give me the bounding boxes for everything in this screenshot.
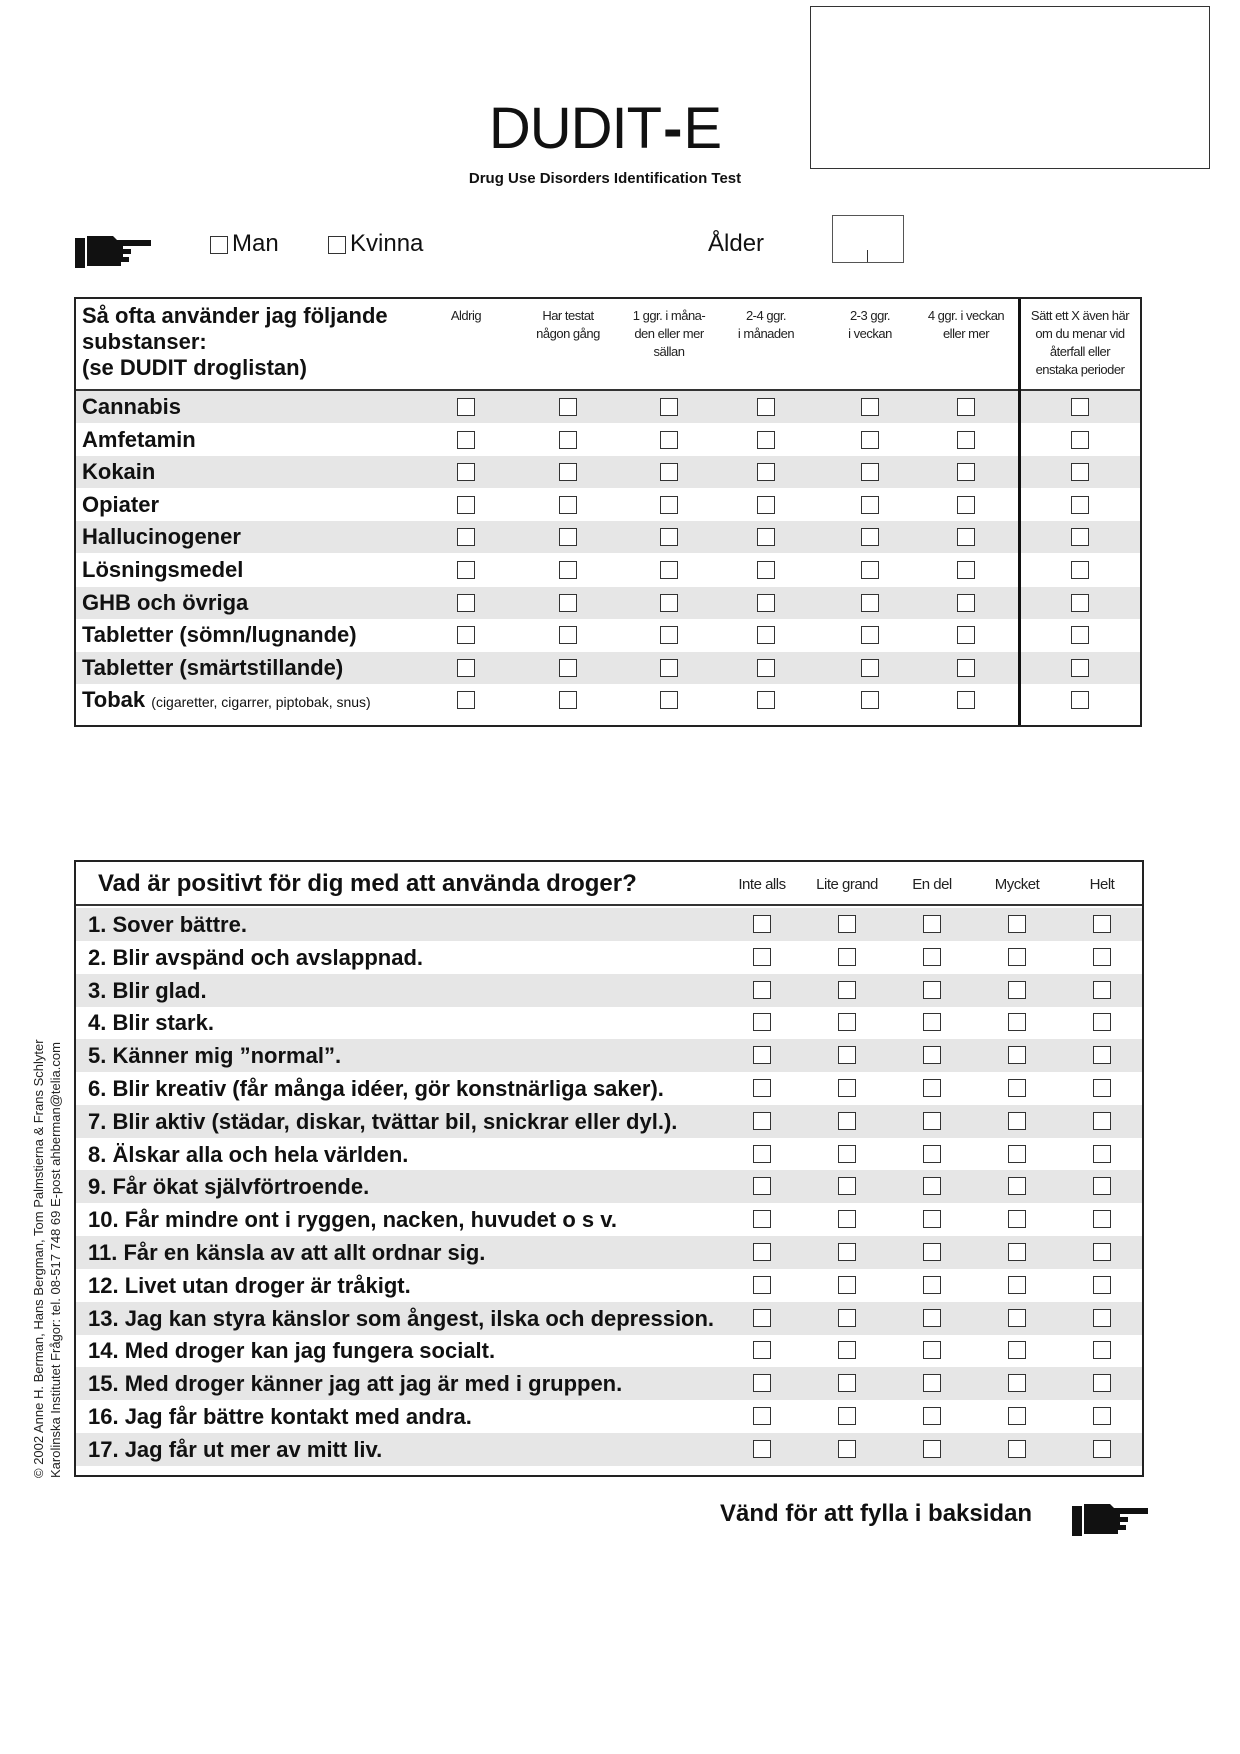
frequency-checkbox[interactable] (1071, 659, 1089, 677)
frequency-checkbox[interactable] (660, 561, 678, 579)
agreement-checkbox[interactable] (838, 1112, 856, 1130)
agreement-checkbox[interactable] (1093, 915, 1111, 933)
agreement-checkbox[interactable] (753, 1276, 771, 1294)
statement-row (76, 1400, 1142, 1433)
agreement-checkbox[interactable] (753, 1046, 771, 1064)
age-label: Ålder (708, 230, 765, 257)
agreement-checkbox[interactable] (1093, 948, 1111, 966)
statement-row (76, 1367, 1142, 1400)
turn-page-text: Vänd för att fylla i baksidan (720, 1500, 1033, 1527)
frequency-checkbox[interactable] (559, 659, 577, 677)
agreement-checkbox[interactable] (838, 981, 856, 999)
frequency-checkbox[interactable] (861, 496, 879, 514)
gender-woman-option[interactable] (328, 230, 423, 258)
frequency-checkbox[interactable] (457, 626, 475, 644)
statement-row (76, 1105, 1142, 1138)
agreement-checkbox[interactable] (838, 1309, 856, 1327)
agreement-checkbox[interactable] (753, 1210, 771, 1228)
frequency-checkbox[interactable] (559, 398, 577, 416)
agreement-checkbox[interactable] (1008, 1210, 1026, 1228)
agreement-checkbox[interactable] (1008, 1112, 1026, 1130)
agreement-checkbox[interactable] (1008, 948, 1026, 966)
frequency-checkbox[interactable] (757, 528, 775, 546)
substance-column-header: Aldrig (450, 308, 482, 323)
frequency-checkbox[interactable] (559, 431, 577, 449)
frequency-checkbox[interactable] (757, 496, 775, 514)
statement-label: 14. Med droger kan jag fungera socialt. (88, 1338, 496, 1364)
agreement-checkbox[interactable] (838, 1243, 856, 1261)
frequency-checkbox[interactable] (757, 398, 775, 416)
frequency-checkbox[interactable] (757, 626, 775, 644)
frequency-checkbox[interactable] (957, 561, 975, 579)
frequency-checkbox[interactable] (957, 431, 975, 449)
frequency-checkbox[interactable] (861, 528, 879, 546)
substance-label: Tabletter (smärtstillande) (82, 654, 344, 680)
pointing-hand-icon (1072, 1498, 1150, 1538)
agreement-checkbox[interactable] (1008, 915, 1026, 933)
agreement-checkbox[interactable] (923, 1407, 941, 1425)
page-title: DUDIT-E (488, 96, 722, 161)
frequency-checkbox[interactable] (559, 528, 577, 546)
frequency-checkbox[interactable] (757, 691, 775, 709)
frequency-checkbox[interactable] (660, 496, 678, 514)
substance-row (76, 391, 1140, 423)
agreement-checkbox[interactable] (1093, 1276, 1111, 1294)
frequency-checkbox[interactable] (957, 398, 975, 416)
agreement-checkbox[interactable] (838, 1440, 856, 1458)
agreement-checkbox[interactable] (923, 1341, 941, 1359)
frequency-checkbox[interactable] (861, 691, 879, 709)
substance-label: Tabletter (sömn/lugnande) (82, 622, 357, 648)
agreement-checkbox[interactable] (923, 1440, 941, 1458)
substance-row (76, 456, 1140, 488)
agreement-checkbox[interactable] (923, 1210, 941, 1228)
agreement-checkbox[interactable] (1008, 1046, 1026, 1064)
frequency-checkbox[interactable] (660, 528, 678, 546)
statement-label: 8. Älskar alla och hela världen. (88, 1141, 409, 1167)
substance-column-header: Sätt ett X även här om du menar vid återfall eller enstaka perioder (1030, 308, 1130, 377)
agreement-checkbox[interactable] (1008, 1341, 1026, 1359)
substance-frequency-table (74, 297, 1142, 727)
statement-row (76, 1170, 1142, 1203)
agreement-checkbox[interactable] (923, 1046, 941, 1064)
frequency-checkbox[interactable] (559, 496, 577, 514)
agreement-column-header: En del (912, 876, 952, 893)
frequency-checkbox[interactable] (660, 659, 678, 677)
frequency-checkbox[interactable] (957, 626, 975, 644)
frequency-checkbox[interactable] (457, 431, 475, 449)
frequency-checkbox[interactable] (1071, 431, 1089, 449)
agreement-checkbox[interactable] (923, 948, 941, 966)
frequency-checkbox[interactable] (861, 594, 879, 612)
substance-label: Hallucinogener (82, 524, 241, 550)
agreement-checkbox[interactable] (1008, 1440, 1026, 1458)
substance-label: GHB och övriga (82, 589, 249, 615)
agreement-checkbox[interactable] (753, 1112, 771, 1130)
agreement-checkbox[interactable] (753, 948, 771, 966)
frequency-checkbox[interactable] (1071, 528, 1089, 546)
frequency-checkbox[interactable] (1071, 496, 1089, 514)
frequency-checkbox[interactable] (957, 691, 975, 709)
agreement-checkbox[interactable] (1008, 1276, 1026, 1294)
agreement-checkbox[interactable] (838, 948, 856, 966)
statement-row (76, 1072, 1142, 1105)
agreement-checkbox[interactable] (923, 915, 941, 933)
agreement-checkbox[interactable] (838, 1177, 856, 1195)
agreement-checkbox[interactable] (1093, 1079, 1111, 1097)
frequency-checkbox[interactable] (457, 496, 475, 514)
frequency-checkbox[interactable] (660, 594, 678, 612)
frequency-checkbox[interactable] (757, 431, 775, 449)
substance-column-header: 2-4 ggr. i månaden (737, 308, 795, 341)
frequency-checkbox[interactable] (757, 659, 775, 677)
substance-table-question: Så ofta använder jag följande substanser: (se DUDIT droglistan) (82, 303, 388, 380)
statement-row (76, 1433, 1142, 1466)
agreement-checkbox[interactable] (753, 1309, 771, 1327)
gender-woman-checkbox[interactable] (328, 236, 346, 254)
frequency-checkbox[interactable] (660, 398, 678, 416)
agreement-checkbox[interactable] (923, 981, 941, 999)
statement-label: 15. Med droger känner jag att jag är med i gruppen. (88, 1371, 623, 1397)
frequency-checkbox[interactable] (757, 561, 775, 579)
gender-man-label: Man (232, 230, 279, 257)
statement-row (76, 1334, 1142, 1367)
frequency-checkbox[interactable] (957, 496, 975, 514)
agreement-checkbox[interactable] (1008, 1145, 1026, 1163)
statement-row (76, 1138, 1142, 1171)
frequency-checkbox[interactable] (1071, 691, 1089, 709)
frequency-checkbox[interactable] (861, 431, 879, 449)
agreement-checkbox[interactable] (1093, 1407, 1111, 1425)
agreement-checkbox[interactable] (1093, 1046, 1111, 1064)
frequency-checkbox[interactable] (1071, 626, 1089, 644)
frequency-checkbox[interactable] (861, 561, 879, 579)
substance-row (76, 554, 1140, 586)
agreement-checkbox[interactable] (1093, 1145, 1111, 1163)
agreement-checkbox[interactable] (1093, 1243, 1111, 1261)
agreement-column-header: Helt (1089, 876, 1115, 893)
statement-label: 3. Blir glad. (88, 977, 207, 1003)
agreement-checkbox[interactable] (753, 1145, 771, 1163)
agreement-checkbox[interactable] (838, 1013, 856, 1031)
agreement-checkbox[interactable] (753, 1341, 771, 1359)
frequency-checkbox[interactable] (957, 528, 975, 546)
statement-row (76, 908, 1142, 941)
agreement-checkbox[interactable] (838, 1145, 856, 1163)
agreement-checkbox[interactable] (1008, 1177, 1026, 1195)
frequency-checkbox[interactable] (1071, 561, 1089, 579)
frequency-checkbox[interactable] (957, 463, 975, 481)
agreement-checkbox[interactable] (753, 915, 771, 933)
frequency-checkbox[interactable] (559, 626, 577, 644)
agreement-checkbox[interactable] (838, 1210, 856, 1228)
positives-table-title: Vad är positivt för dig med att använda droger? (98, 870, 637, 897)
agreement-checkbox[interactable] (1093, 1341, 1111, 1359)
frequency-checkbox[interactable] (457, 463, 475, 481)
frequency-checkbox[interactable] (660, 626, 678, 644)
agreement-column-header: Lite grand (816, 876, 878, 893)
statement-label: 13. Jag kan styra känslor som ångest, ilska och depression. (88, 1305, 715, 1331)
agreement-checkbox[interactable] (753, 1440, 771, 1458)
frequency-checkbox[interactable] (559, 463, 577, 481)
substance-label: Kokain (82, 459, 156, 485)
page-subtitle: Drug Use Disorders Identification Test (468, 170, 742, 187)
agreement-checkbox[interactable] (923, 1079, 941, 1097)
frequency-checkbox[interactable] (957, 659, 975, 677)
frequency-checkbox[interactable] (660, 431, 678, 449)
statement-row (76, 1006, 1142, 1039)
copyright-text: © 2002 Anne H. Berman, Hans Bergman, Tom Palmstierna & Frans Schlyter Karolinska Institutet Frågor: tel. 08-517 748 69 E-post ahberman@telia.com (31, 1039, 63, 1478)
statement-row (76, 1302, 1142, 1335)
frequency-checkbox[interactable] (660, 691, 678, 709)
statement-label: 2. Blir avspänd och avslappnad. (88, 944, 423, 970)
frequency-checkbox[interactable] (457, 398, 475, 416)
agreement-checkbox[interactable] (838, 1079, 856, 1097)
substance-column-header: 4 ggr. i veckan eller mer (927, 308, 1005, 341)
table-divider (1018, 299, 1021, 725)
statement-row (76, 1203, 1142, 1236)
frequency-checkbox[interactable] (957, 594, 975, 612)
agreement-checkbox[interactable] (1008, 1079, 1026, 1097)
statement-label: 11. Får en känsla av att allt ordnar sig. (88, 1240, 486, 1265)
substance-label: Opiater (82, 491, 160, 517)
agreement-checkbox[interactable] (1008, 981, 1026, 999)
frequency-checkbox[interactable] (1071, 398, 1089, 416)
substance-label: Lösningsmedel (82, 557, 244, 582)
frequency-checkbox[interactable] (861, 398, 879, 416)
frequency-checkbox[interactable] (1071, 594, 1089, 612)
statement-label: 16. Jag får bättre kontakt med andra. (88, 1404, 472, 1429)
frequency-checkbox[interactable] (757, 463, 775, 481)
agreement-checkbox[interactable] (1093, 1210, 1111, 1228)
substance-label: Cannabis (82, 394, 182, 419)
agreement-checkbox[interactable] (1008, 1407, 1026, 1425)
statement-label: 1. Sover bättre. (88, 912, 247, 937)
agreement-checkbox[interactable] (753, 1177, 771, 1195)
frequency-checkbox[interactable] (457, 691, 475, 709)
statement-label: 9. Får ökat självförtroende. (88, 1174, 370, 1200)
stamp-box (810, 6, 1210, 169)
frequency-checkbox[interactable] (861, 626, 879, 644)
substance-row (76, 587, 1140, 619)
substance-column-header: 2-3 ggr. i veckan (848, 308, 892, 341)
frequency-checkbox[interactable] (559, 594, 577, 612)
agreement-checkbox[interactable] (923, 1276, 941, 1294)
agreement-checkbox[interactable] (923, 1112, 941, 1130)
substance-row (76, 619, 1140, 651)
agreement-checkbox[interactable] (1008, 1013, 1026, 1031)
drug-positives-table (74, 860, 1144, 1477)
agreement-checkbox[interactable] (1093, 1374, 1111, 1392)
substance-column-header: 1 ggr. i måna- den eller mer sällan (632, 308, 706, 359)
frequency-checkbox[interactable] (757, 594, 775, 612)
frequency-checkbox[interactable] (559, 561, 577, 579)
agreement-checkbox[interactable] (838, 915, 856, 933)
frequency-checkbox[interactable] (457, 528, 475, 546)
agreement-checkbox[interactable] (1093, 1309, 1111, 1327)
agreement-checkbox[interactable] (838, 1046, 856, 1064)
statement-row (76, 1269, 1142, 1302)
agreement-checkbox[interactable] (753, 1374, 771, 1392)
frequency-checkbox[interactable] (660, 463, 678, 481)
agreement-checkbox[interactable] (838, 1407, 856, 1425)
agreement-checkbox[interactable] (838, 1276, 856, 1294)
agreement-checkbox[interactable] (1093, 1177, 1111, 1195)
agreement-checkbox[interactable] (1093, 1013, 1111, 1031)
agreement-checkbox[interactable] (923, 1374, 941, 1392)
statement-label: 17. Jag får ut mer av mitt liv. (88, 1436, 383, 1462)
substance-row (76, 684, 1140, 716)
statement-label: 7. Blir aktiv (städar, diskar, tvättar bil, snickrar eller dyl.). (88, 1108, 678, 1134)
statement-label: 4. Blir stark. (88, 1010, 214, 1036)
gender-woman-label: Kvinna (350, 230, 424, 257)
statement-label: 6. Blir kreativ (får många idéer, gör konstnärliga saker). (88, 1076, 664, 1101)
frequency-checkbox[interactable] (861, 659, 879, 677)
agreement-checkbox[interactable] (1008, 1309, 1026, 1327)
substance-label: Tobak (cigaretter, cigarrer, piptobak, snus) (82, 687, 371, 713)
agreement-checkbox[interactable] (923, 1243, 941, 1261)
agreement-checkbox[interactable] (753, 1243, 771, 1261)
age-input[interactable] (832, 215, 904, 263)
agreement-checkbox[interactable] (838, 1374, 856, 1392)
statement-label: 12. Livet utan droger är tråkigt. (88, 1272, 411, 1298)
pointing-hand-icon (75, 230, 153, 270)
gender-man-option[interactable] (210, 230, 279, 258)
substance-label: Amfetamin (82, 426, 196, 452)
agreement-checkbox[interactable] (1093, 1440, 1111, 1458)
frequency-checkbox[interactable] (559, 691, 577, 709)
frequency-checkbox[interactable] (457, 594, 475, 612)
statement-row (76, 1236, 1142, 1269)
statement-label: 5. Känner mig ”normal”. (88, 1043, 342, 1069)
frequency-checkbox[interactable] (457, 659, 475, 677)
substance-column-header: Har testat någon gång (536, 308, 600, 341)
agreement-checkbox[interactable] (753, 981, 771, 999)
statement-row (76, 941, 1142, 974)
agreement-checkbox[interactable] (1008, 1374, 1026, 1392)
agreement-checkbox[interactable] (1093, 981, 1111, 999)
agreement-checkbox[interactable] (753, 1407, 771, 1425)
statement-row (76, 974, 1142, 1007)
substance-row (76, 521, 1140, 553)
frequency-checkbox[interactable] (861, 463, 879, 481)
substance-row (76, 652, 1140, 684)
substance-row (76, 489, 1140, 521)
agreement-checkbox[interactable] (753, 1013, 771, 1031)
substance-row (76, 424, 1140, 456)
agreement-checkbox[interactable] (923, 1177, 941, 1195)
agreement-checkbox[interactable] (923, 1309, 941, 1327)
agreement-checkbox[interactable] (1093, 1112, 1111, 1130)
agreement-column-header: Mycket (994, 876, 1040, 893)
frequency-checkbox[interactable] (1071, 463, 1089, 481)
agreement-checkbox[interactable] (838, 1341, 856, 1359)
agreement-checkbox[interactable] (1008, 1243, 1026, 1261)
agreement-column-header: Inte alls (738, 876, 786, 893)
statement-label: 10. Får mindre ont i ryggen, nacken, huvudet o s v. (88, 1207, 617, 1233)
statement-row (76, 1039, 1142, 1072)
agreement-checkbox[interactable] (753, 1079, 771, 1097)
agreement-checkbox[interactable] (923, 1013, 941, 1031)
gender-man-checkbox[interactable] (210, 236, 228, 254)
frequency-checkbox[interactable] (457, 561, 475, 579)
agreement-checkbox[interactable] (923, 1145, 941, 1163)
